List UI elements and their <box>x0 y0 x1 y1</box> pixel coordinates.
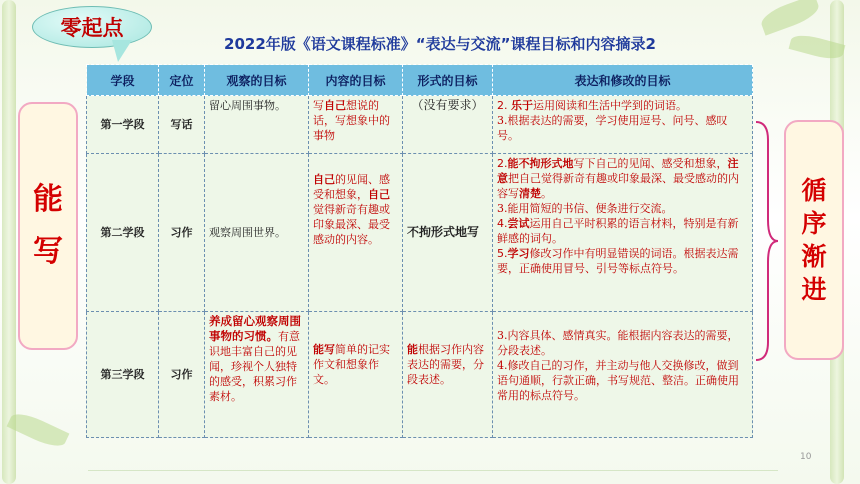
observe-cell <box>205 312 309 438</box>
header-cell: 观察的目标 <box>205 65 309 96</box>
express-item <box>497 156 748 201</box>
bamboo-decoration <box>2 0 16 484</box>
express-item <box>497 216 748 246</box>
observe-text: 有意识地丰富自己的见闻，珍视个人独特的感受，积累习作素材。 <box>209 330 300 403</box>
page-number: 10 <box>800 452 812 462</box>
item-number: 4. <box>497 217 508 230</box>
express-item <box>497 98 748 113</box>
header-cell: 形式的目标 <box>403 65 493 96</box>
item-number: 2. <box>497 99 511 112</box>
form-cell <box>403 312 493 438</box>
header-cell: 定位 <box>159 65 205 96</box>
stage-cell: 第一学段 <box>87 96 159 154</box>
item-highlight: 清楚 <box>519 187 541 200</box>
content-text: 觉得新奇有趣或印象最深、最受感动的内容。 <box>313 203 390 246</box>
zero-start-bubble: 零起点 <box>32 6 152 48</box>
bubble-tail <box>112 40 132 62</box>
content-highlight: 自己 <box>313 173 335 186</box>
express-item <box>497 246 748 276</box>
express-item: 3.内容具体、感情真实。能根据内容表达的需要，分段表述。 <box>497 329 739 357</box>
item-highlight: 能不拘形式地 <box>507 157 574 170</box>
right-label-char: 循 <box>801 176 827 205</box>
item-highlight: 乐于 <box>511 99 533 112</box>
form-highlight: 能 <box>407 343 418 356</box>
header-cell: 表达和修改的目标 <box>493 65 753 96</box>
stage-cell: 第二学段 <box>87 154 159 312</box>
table-header-row <box>87 65 753 96</box>
content-text: 想说的话，写想象中的事物 <box>313 99 390 142</box>
item-highlight: 注意 <box>497 157 739 185</box>
footer-line <box>88 470 778 471</box>
item-text: 写下自己的见闻、感受和想象， <box>573 157 728 170</box>
observe-cell: 观察周围世界。 <box>205 154 309 312</box>
position-cell: 写话 <box>159 96 205 154</box>
right-brace <box>754 120 780 362</box>
item-text: 修改习作中有明显错误的词语。根据表达需要，正确使用冒号、引号等标点符号。 <box>497 247 739 275</box>
item-number: 2. <box>497 157 508 170</box>
curriculum-table <box>86 64 753 438</box>
item-highlight: 学习 <box>507 247 530 260</box>
content-text: 简单的记实作文和想象作文。 <box>313 343 390 386</box>
observe-highlight: 养成留心观察周围事物的习惯。 <box>209 314 301 343</box>
table-row <box>87 96 753 154</box>
stage-cell: 第三学段 <box>87 312 159 438</box>
right-label-char: 序 <box>801 209 827 238</box>
express-cell <box>493 154 753 312</box>
content-highlight: 自己 <box>324 99 346 112</box>
item-text: 把自己觉得新奇有趣或印象最深、最受感动的内容写 <box>497 172 739 200</box>
left-label-box <box>18 102 78 350</box>
leaf-decoration <box>7 408 70 451</box>
position-cell: 习作 <box>159 312 205 438</box>
item-text: 运用自己平时积累的语言材料，特别是有新鲜感的词句。 <box>497 217 739 245</box>
content-highlight: 能写 <box>313 343 335 356</box>
item-highlight: 尝试 <box>507 217 530 230</box>
content-cell <box>309 96 403 154</box>
slide-title: 2022年版《语文课程标准》“表达与交流”课程目标和内容摘录2 <box>224 35 656 53</box>
position-cell: 习作 <box>159 154 205 312</box>
express-item: 3.能用简短的书信、便条进行交流。 <box>497 202 673 215</box>
content-highlight: 自己 <box>368 188 390 201</box>
express-item: 3.根据表达的需要，学习使用逗号、问号、感叹号。 <box>497 114 728 142</box>
table-row <box>87 312 753 438</box>
item-number: 5. <box>497 247 508 260</box>
left-label-char: 能 <box>33 182 63 217</box>
content-cell <box>309 154 403 312</box>
right-label-char: 渐 <box>801 242 827 271</box>
header-cell: 学段 <box>87 65 159 96</box>
left-label-char: 写 <box>33 234 63 269</box>
content-text: 的见闻、感受和想象， <box>313 173 390 201</box>
leaf-decoration <box>758 0 822 36</box>
content-text: 写 <box>313 99 324 112</box>
express-cell <box>493 96 753 154</box>
form-cell: 不拘形式地写 <box>403 154 493 312</box>
table-row <box>87 154 753 312</box>
item-text: 。 <box>541 187 552 200</box>
header-cell: 内容的目标 <box>309 65 403 96</box>
right-label-box <box>784 120 844 360</box>
content-cell <box>309 312 403 438</box>
form-cell: （没有要求） <box>403 96 493 154</box>
express-item: 4.修改自己的习作，并主动与他人交换修改，做到语句通顺，行款正确，书写规范、整洁。正确使用常用的标点符号。 <box>497 359 739 402</box>
right-label-char: 进 <box>801 275 827 304</box>
item-text: 运用阅读和生活中学到的词语。 <box>533 99 687 112</box>
form-text: 根据习作内容表达的需要，分段表述。 <box>407 343 484 386</box>
express-cell <box>493 312 753 438</box>
observe-cell: 留心周围事物。 <box>205 96 309 154</box>
